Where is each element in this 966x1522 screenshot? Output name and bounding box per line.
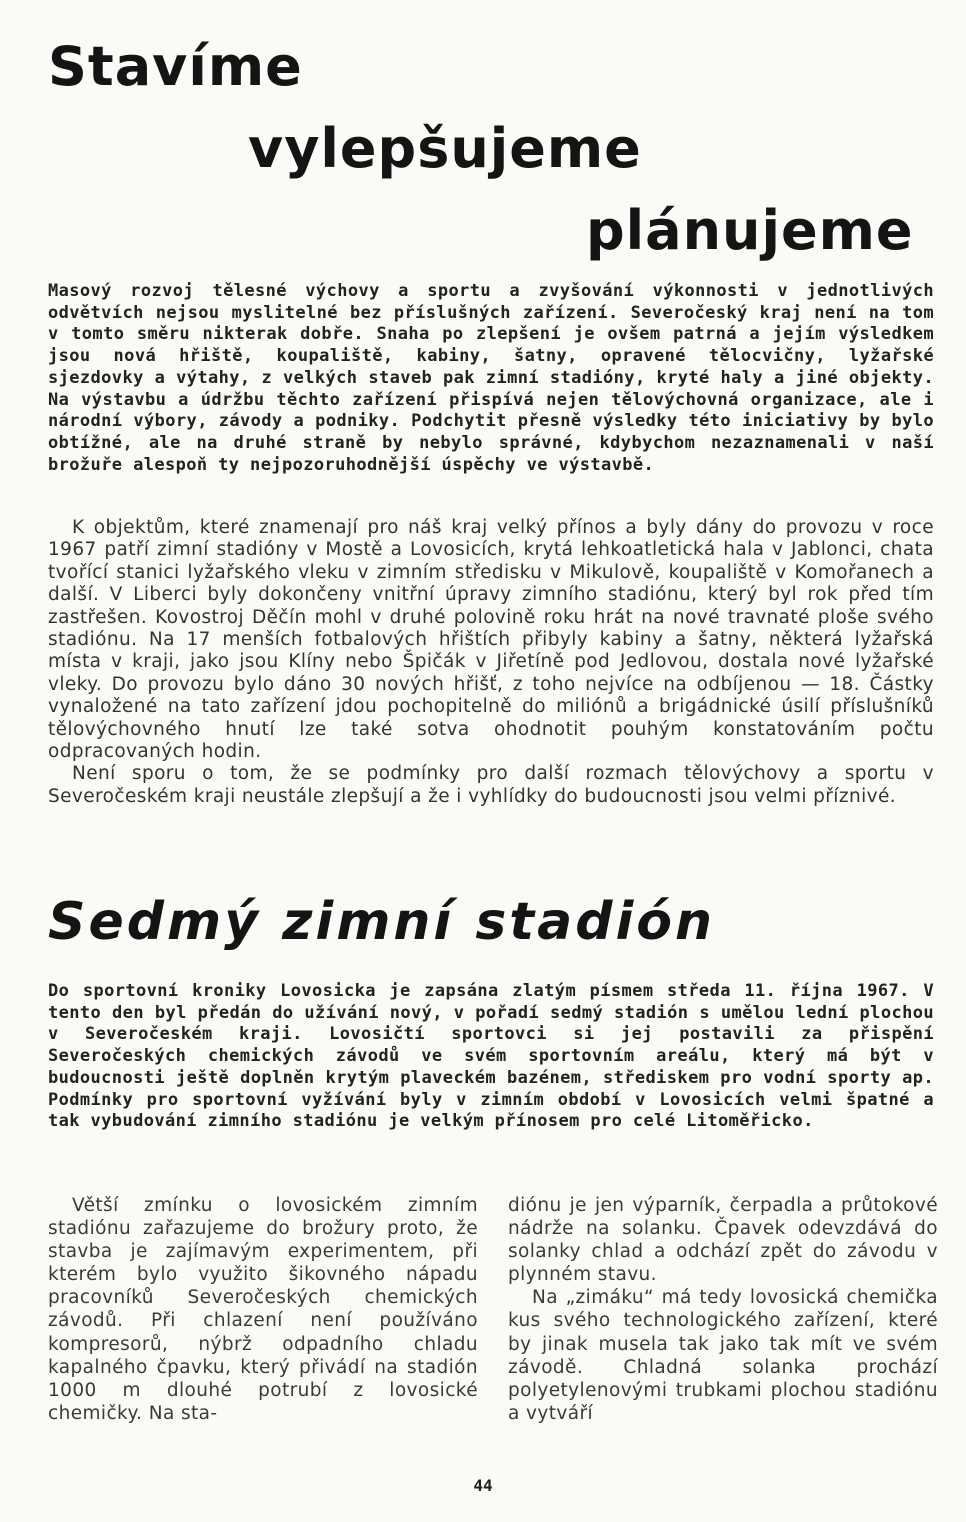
- article1-lead-paragraph: Masový rozvoj tělesné výchovy a sportu a zvyšování výkonnosti v jednotlivých odvětvích nejsou myslitelné bez příslušných zařízení. Severočeský kraj není na tom v tomto směru nikterak dobře. Snaha po zlepšení je ovšem patrná a jejím výsledkem jsou nová hřiště, koupaliště, kabiny, šatny, opravené tělocvičny, lyžařské sjezdovky a výtahy, z velkých staveb pak zimní stadióny, kryté haly a jiné objekty. Na výstavbu a údržbu těchto zařízení přispívá nejen tělovýchovná organizace, ale i národní výbory, závody a podniky. Podchytit přesně výsledky této iniciativy by bylo obtížné, ale na druhé straně by nebylo správné, kdybychom nezaznamenali v naší brožuře alespoň ty nejpozoruhodnější úspěchy ve výstavbě.: [48, 281, 934, 475]
- article2-column-right: [508, 1194, 938, 1425]
- article-title-line-1: Stavíme: [48, 35, 303, 98]
- article2-lead-paragraph: Do sportovní kroniky Lovosicka je zapsána zlatým písmem středa 11. října 1967. V tento den byl předán do užívání nový, v pořadí sedmý stadión s umělou lední plochou v Severočeském kraji. Lovosičtí sportovci si jej postavili za přispění Severočeských chemických závodů ve svém sportovním areálu, který má být v budoucnosti ještě doplněn krytým plaveckém bazénem, střediskem pro vodní sporty ap. Podmínky pro sportovní vyžívání byly v zimním období v Lovosicích velmi špatné a tak vybudování zimního stadiónu je velkým přínosem pro celé Litoměřicko.: [48, 981, 934, 1132]
- article2-right-paragraph-1: diónu je jen výparník, čerpadla a průtokové nádrže na solanku. Čpavek odevzdává do solanky chlad a odchází zpět do závodu v plynném stavu.: [508, 1195, 938, 1286]
- article1-body: [48, 517, 934, 808]
- article-title-line-2: vylepšujeme: [248, 117, 642, 180]
- article-title-line-3: plánujeme: [586, 199, 914, 262]
- article2-column-left: [48, 1194, 478, 1425]
- article2-left-paragraph: Větší zmínku o lovosickém zimním stadiónu zařazujeme do brožury proto, že stavba je zajímavým experimentem, při kterém bylo využito šikovného nápadu pracovníků Severočeských chemických závodů. Při chlazení není používáno kompresorů, nýbrž odpadního chladu kapalného čpavku, který přivádí na stadión 1000 m dlouhé potrubí z lovosické chemičky. Na sta-: [48, 1195, 478, 1424]
- article2-right-paragraph-2: Na „zimáku“ má tedy lovosická chemička kus svého technologického zařízení, které by jinak musela tak jako tak mít ve svém závodě. Chladná solanka prochází polyetylenovými trubkami plochou stadiónu a vytváří: [508, 1287, 938, 1424]
- article2-title: Sedmý zimní stadión: [48, 892, 716, 952]
- page-number: 44: [473, 1476, 493, 1495]
- article1-paragraph-1: K objektům, které znamenají pro náš kraj velký přínos a byly dány do provozu v roce 1967 patří zimní stadióny v Mostě a Lovosicích, krytá lehkoatletická hala v Jablonci, chata tvořící stanici lyžařského vleku v zimním středisku v Mikulově, koupaliště v Komořanech a další. V Liberci byly dokončeny vnitřní úpravy zimního stadiónu, který byl rok před tím zastřešen. Kovostroj Děčín mohl v druhé polovině roku hrát na nové travnaté ploše svého stadiónu. Na 17 menších fotbalových hřištích přibyly kabiny a šatny, některá lyžařská místa v kraji, jako jsou Klíny nebo Špičák v Jiřetíně pod Jedlovou, dostala nové lyžařské vleky. Do provozu bylo dáno 30 nových hřišť, z toho nejvíce na odbíjenou — 18. Částky vynaložené na tato zařízení jdou pochopitelně do miliónů a brigádnické úsilí příslušníků tělovýchovného hnutí lze také sotva ohodnotit pouhým konstatováním počtu odpracovaných hodin.: [48, 517, 934, 763]
- article1-paragraph-2: Není sporu o tom, že se podmínky pro další rozmach tělovýchovy a sportu v Severočeském kraji neustále zlepšují a že i vyhlídky do budoucnosti jsou velmi příznivé.: [48, 763, 934, 807]
